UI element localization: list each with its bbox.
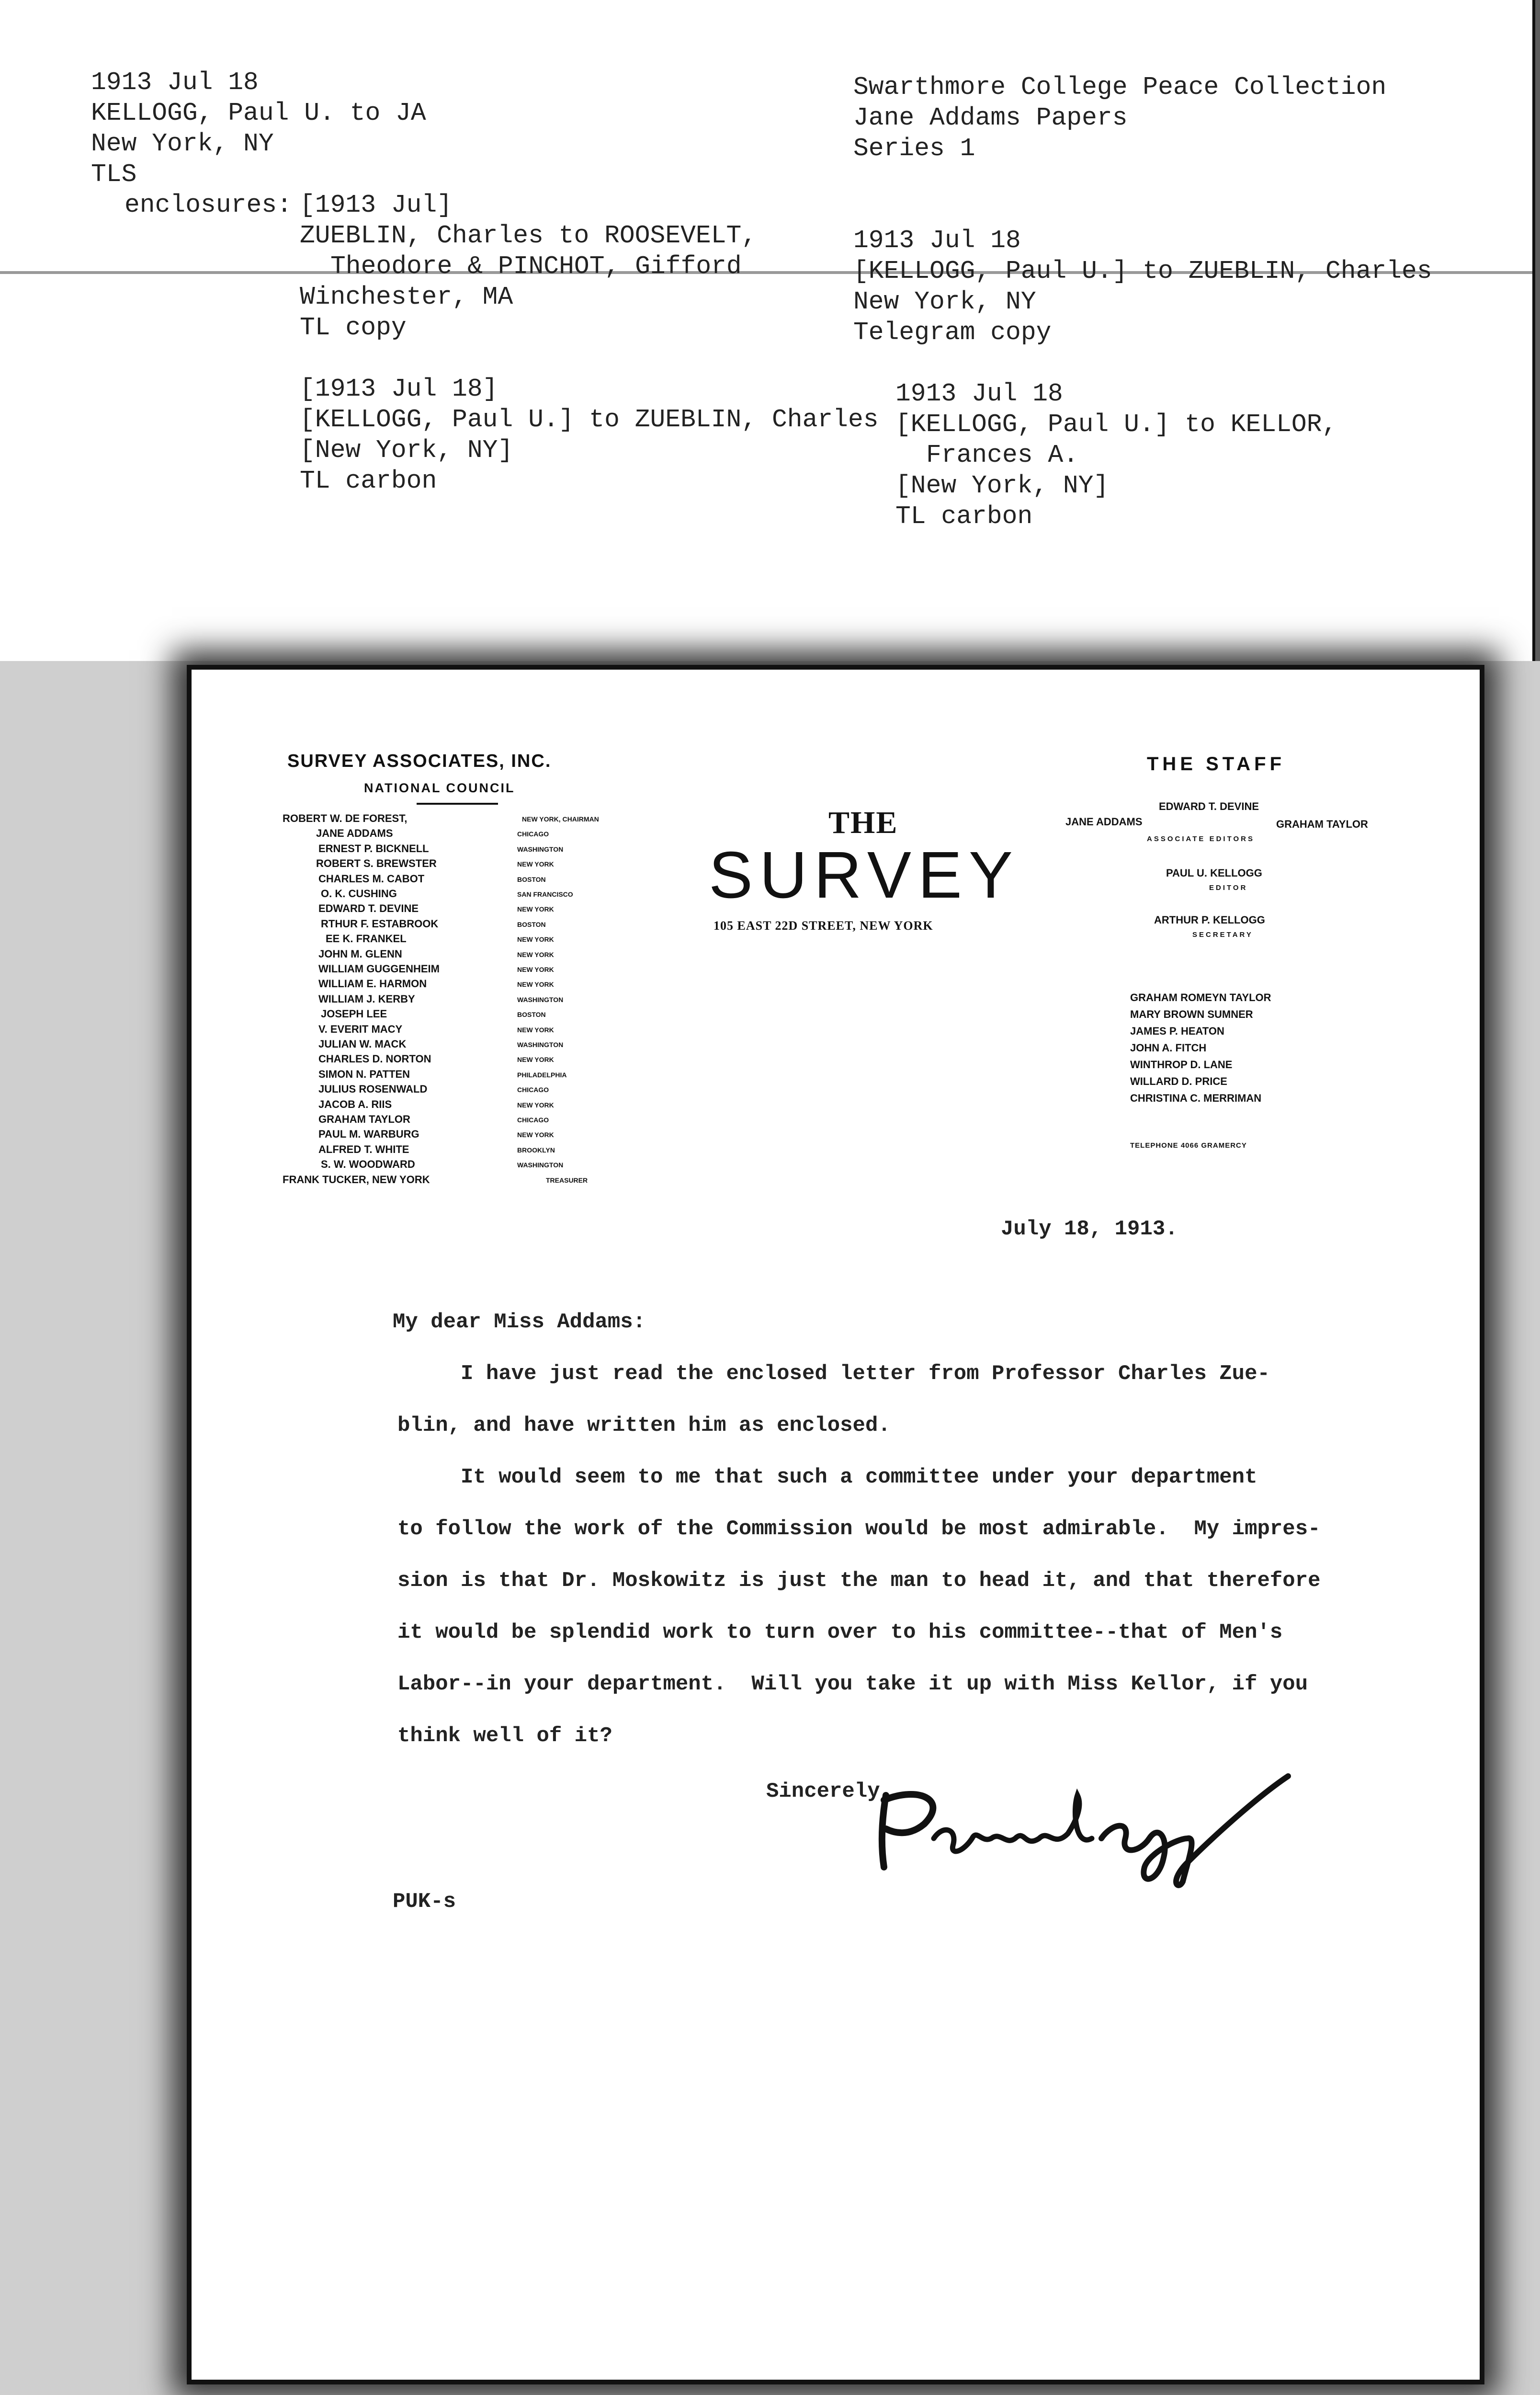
- council-member-city: NEW YORK: [517, 1056, 554, 1064]
- masthead-address: 105 EAST 22D STREET, NEW YORK: [713, 919, 933, 933]
- letter-body-line: think well of it?: [397, 1724, 612, 1748]
- council-member-name: JANE ADDAMS: [316, 827, 393, 840]
- council-title: NATIONAL COUNCIL: [364, 781, 515, 795]
- council-member-name: JULIAN W. MACK: [318, 1038, 407, 1050]
- enclosure-4-correspondents: [KELLOGG, Paul U.] to KELLOR,: [895, 410, 1337, 439]
- council-member-city: TREASURER: [546, 1176, 588, 1184]
- council-member-city: BOSTON: [517, 1011, 546, 1019]
- council-member-city: NEW YORK: [517, 860, 554, 868]
- council-member-city: BOSTON: [517, 920, 546, 928]
- enclosure-2-place: [New York, NY]: [300, 436, 513, 465]
- council-member-city: NEW YORK: [517, 1131, 554, 1139]
- catalog-place: New York, NY: [91, 129, 274, 158]
- series-name: Series 1: [853, 134, 975, 163]
- enclosure-3-format: Telegram copy: [853, 318, 1052, 347]
- council-member-city: WASHINGTON: [517, 995, 564, 1004]
- council-member-city: CHICAGO: [517, 1116, 549, 1124]
- council-member-city: SAN FRANCISCO: [517, 890, 573, 898]
- staff-editor-devine: EDWARD T. DEVINE: [1159, 800, 1259, 812]
- council-member-name: ALFRED T. WHITE: [318, 1143, 409, 1155]
- enclosure-2-correspondents: [KELLOGG, Paul U.] to ZUEBLIN, Charles: [300, 405, 879, 434]
- enclosure-1-date: [1913 Jul]: [300, 191, 453, 219]
- enclosure-2-format: TL carbon: [300, 467, 437, 495]
- staff-secretary-kellogg: ARTHUR P. KELLOGG: [1154, 914, 1265, 926]
- staff-editor-kellogg: PAUL U. KELLOGG: [1166, 867, 1262, 879]
- council-member-name: S. W. WOODWARD: [321, 1158, 415, 1171]
- council-member-name: WILLIAM E. HARMON: [318, 978, 427, 990]
- council-member-name: JOSEPH LEE: [321, 1008, 387, 1020]
- typist-initials: PUK-s: [393, 1890, 456, 1914]
- papers-name: Jane Addams Papers: [853, 103, 1128, 132]
- council-member-name: RTHUR F. ESTABROOK: [321, 917, 439, 930]
- council-member-city: PHILADELPHIA: [517, 1071, 567, 1079]
- letter-body-line: I have just read the enclosed letter from Professor Charles Zue-: [397, 1362, 1270, 1386]
- council-member-name: WILLIAM GUGGENHEIM: [318, 963, 440, 975]
- council-member-name: EDWARD T. DEVINE: [318, 902, 419, 915]
- enclosure-1-place: Winchester, MA: [300, 283, 513, 311]
- council-member-city: NEW YORK: [517, 966, 554, 973]
- enclosure-3-place: New York, NY: [853, 287, 1036, 316]
- enclosure-1-format: TL copy: [300, 313, 407, 342]
- catalog-date: 1913 Jul 18: [91, 68, 259, 97]
- council-member-city: WASHINGTON: [517, 845, 564, 853]
- council-member-name: PAUL M. WARBURG: [318, 1128, 419, 1140]
- council-member-city: CHICAGO: [517, 830, 549, 838]
- council-member-city: NEW YORK, CHAIRMAN: [522, 815, 599, 823]
- council-member-city: NEW YORK: [517, 1101, 554, 1109]
- council-member-name: SIMON N. PATTEN: [318, 1068, 410, 1080]
- council-member-name: V. EVERIT MACY: [318, 1023, 403, 1035]
- catalog-card: [0, 0, 1535, 661]
- council-member-name: ROBERT S. BREWSTER: [316, 857, 437, 870]
- org-name: SURVEY ASSOCIATES, INC.: [287, 751, 552, 771]
- staff-role-secretary: SECRETARY: [1192, 931, 1253, 939]
- council-member-city: NEW YORK: [517, 1026, 554, 1034]
- staff-member: JAMES P. HEATON: [1130, 1025, 1224, 1037]
- council-member-city: CHICAGO: [517, 1086, 549, 1094]
- staff-role-editor: EDITOR: [1209, 884, 1248, 892]
- council-member-name: ROBERT W. DE FOREST,: [283, 812, 408, 824]
- council-member-name: ERNEST P. BICKNELL: [318, 842, 429, 855]
- catalog-correspondents: KELLOGG, Paul U. to JA: [91, 99, 426, 127]
- collection-name: Swarthmore College Peace Collection: [853, 73, 1387, 102]
- enclosure-4-correspondents-cont: Frances A.: [926, 441, 1079, 469]
- council-member-name: JOHN M. GLENN: [318, 947, 402, 960]
- letter-body-line: Labor--in your department. Will you take it up with Miss Kellor, if you: [397, 1672, 1308, 1696]
- council-member-city: WASHINGTON: [517, 1161, 564, 1169]
- staff-member: CHRISTINA C. MERRIMAN: [1130, 1092, 1262, 1104]
- council-member-city: NEW YORK: [517, 905, 554, 913]
- enclosure-4-date: 1913 Jul 18: [895, 379, 1063, 408]
- staff-member: MARY BROWN SUMNER: [1130, 1008, 1253, 1020]
- letter-closing: Sincerely,: [766, 1779, 893, 1803]
- signature-image: [852, 1767, 1331, 1891]
- staff-member: WINTHROP D. LANE: [1130, 1059, 1233, 1071]
- enclosure-2-date: [1913 Jul 18]: [300, 375, 498, 403]
- council-member-city: WASHINGTON: [517, 1041, 564, 1049]
- council-rule: [417, 803, 498, 805]
- staff-title: THE STAFF: [1147, 753, 1286, 775]
- enclosure-1-correspondents: ZUEBLIN, Charles to ROOSEVELT,: [300, 221, 757, 250]
- staff-member: WILLARD D. PRICE: [1130, 1075, 1227, 1087]
- letter-body-line: to follow the work of the Commission would be most admirable. My impres-: [397, 1517, 1321, 1541]
- council-member-name: GRAHAM TAYLOR: [318, 1113, 410, 1125]
- enclosures-label: enclosures:: [125, 191, 292, 219]
- staff-member: GRAHAM ROMEYN TAYLOR: [1130, 992, 1271, 1004]
- staff-editor-taylor: GRAHAM TAYLOR: [1276, 818, 1368, 830]
- enclosure-4-format: TL carbon: [895, 502, 1033, 531]
- staff-editor-addams: JANE ADDAMS: [1065, 816, 1143, 828]
- catalog-format: TLS: [91, 160, 137, 189]
- council-member-city: BROOKLYN: [517, 1146, 555, 1154]
- staff-role-associate: ASSOCIATE EDITORS: [1147, 835, 1255, 843]
- enclosure-1-correspondents-cont: Theodore & PINCHOT, Gifford: [330, 252, 742, 281]
- council-member-name: O. K. CUSHING: [321, 888, 397, 900]
- letter-body-line: it would be splendid work to turn over to his committee--that of Men's: [397, 1620, 1283, 1644]
- letter-sheet: [187, 665, 1484, 2384]
- council-member-name: JULIUS ROSENWALD: [318, 1083, 428, 1095]
- enclosure-3-date: 1913 Jul 18: [853, 226, 1021, 255]
- council-member-city: NEW YORK: [517, 935, 554, 944]
- council-member-city: BOSTON: [517, 875, 546, 883]
- letter-body-line: sion is that Dr. Moskowitz is just the man to head it, and that therefore: [397, 1569, 1321, 1593]
- council-member-name: EE K. FRANKEL: [326, 933, 407, 945]
- letter-salutation: My dear Miss Addams:: [393, 1310, 646, 1334]
- council-member-city: NEW YORK: [517, 981, 554, 989]
- letter-date: July 18, 1913.: [1001, 1217, 1178, 1241]
- masthead-the: THE: [828, 805, 898, 840]
- masthead-survey: SURVEY: [709, 838, 1020, 912]
- council-member-name: JACOB A. RIIS: [318, 1098, 392, 1110]
- enclosure-3-correspondents: [KELLOGG, Paul U.] to ZUEBLIN, Charles: [853, 257, 1432, 285]
- enclosure-4-place: [New York, NY]: [895, 471, 1109, 500]
- letter-body-line: blin, and have written him as enclosed.: [397, 1414, 891, 1437]
- telephone: TELEPHONE 4066 GRAMERCY: [1130, 1141, 1247, 1150]
- council-member-name: CHARLES D. NORTON: [318, 1053, 431, 1065]
- letter-body-line: It would seem to me that such a committee under your department: [397, 1465, 1257, 1489]
- staff-member: JOHN A. FITCH: [1130, 1042, 1207, 1054]
- council-member-name: WILLIAM J. KERBY: [318, 992, 415, 1005]
- council-member-city: NEW YORK: [517, 950, 554, 958]
- council-member-name: FRANK TUCKER, NEW YORK: [283, 1173, 430, 1186]
- council-member-name: CHARLES M. CABOT: [318, 872, 425, 885]
